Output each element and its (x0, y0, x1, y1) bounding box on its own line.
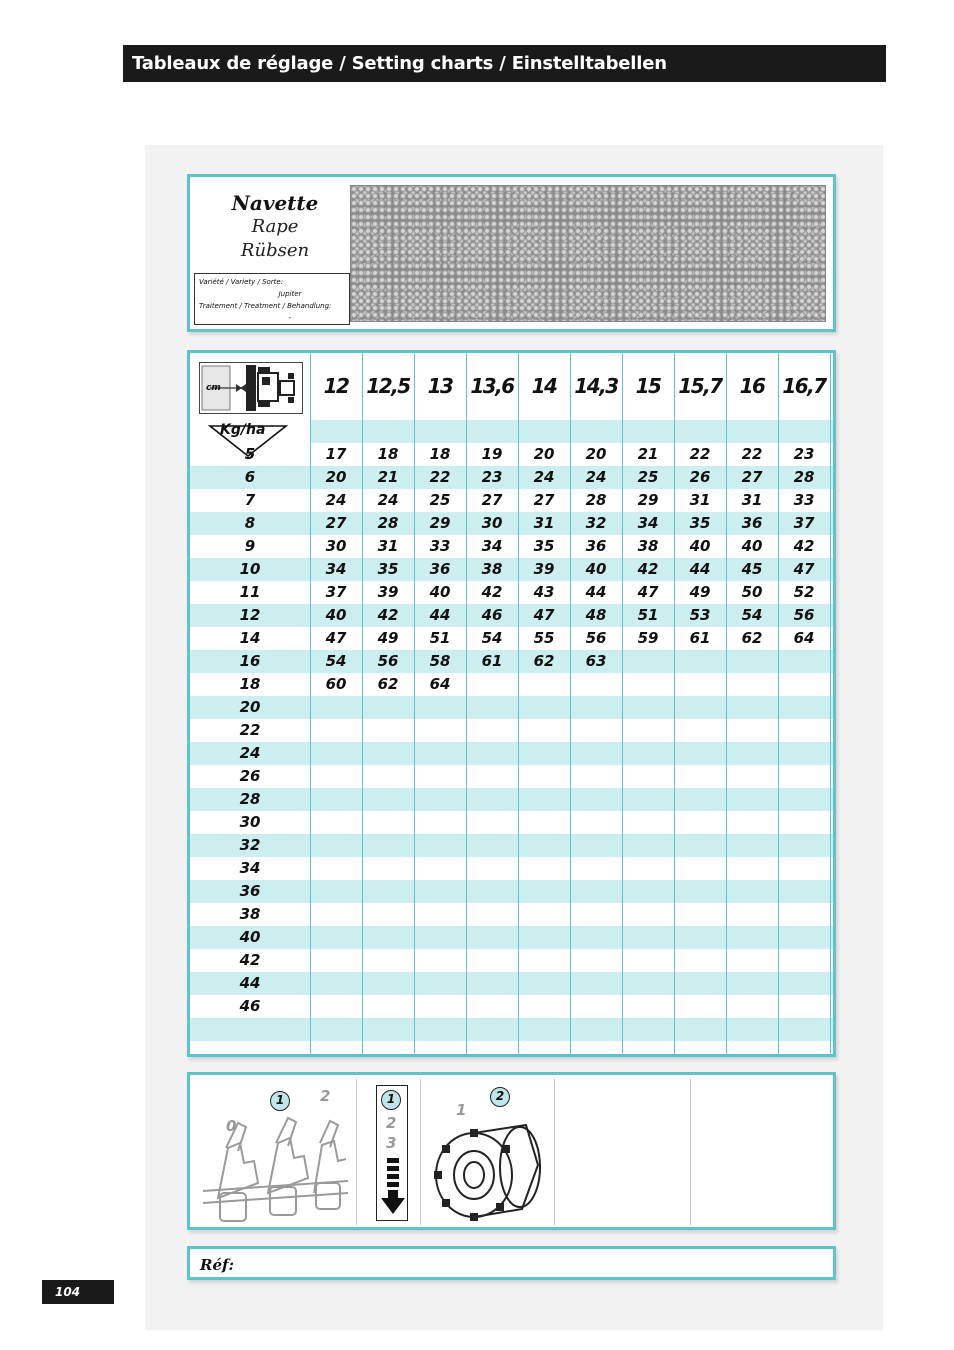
table-cell: 46 (481, 606, 503, 624)
row-setting-label: 24 (239, 744, 261, 762)
table-cell: 61 (481, 652, 503, 670)
row-setting-label: 5 (244, 445, 256, 463)
table-cell: 22 (689, 445, 711, 463)
down-arrow-icon (381, 1156, 405, 1218)
table-cell: 59 (637, 629, 659, 647)
table-cell: 35 (533, 537, 555, 555)
row-setting-label: 32 (239, 836, 261, 854)
table-cell: 26 (689, 468, 711, 486)
crop-names (200, 191, 350, 263)
table-cell: 45 (741, 560, 763, 578)
table-cell: 19 (481, 445, 503, 463)
table-cell: 51 (637, 606, 659, 624)
speed-header: 16 (739, 374, 765, 398)
variety-value: Jupiter (278, 290, 302, 298)
row-setting-label: 18 (239, 675, 261, 693)
table-cell: 56 (585, 629, 607, 647)
speed-header: 16,7 (782, 374, 826, 398)
table-cell: 29 (637, 491, 659, 509)
table-cell: 38 (637, 537, 659, 555)
table-cell: 24 (325, 491, 347, 509)
speed-header: 15 (635, 374, 661, 398)
unit-row-band (310, 420, 833, 443)
flap-position-1-selected: 1 (270, 1091, 290, 1111)
table-cell: 62 (533, 652, 555, 670)
crop-name-fr: Navette (231, 191, 319, 215)
row-setting-label: 9 (244, 537, 256, 555)
table-cell: 31 (377, 537, 399, 555)
speed-header: 14 (531, 374, 557, 398)
row-setting-label: 16 (239, 652, 261, 670)
table-cell: 35 (377, 560, 399, 578)
page-number: 104 (42, 1280, 114, 1304)
table-cell: 58 (429, 652, 451, 670)
speed-header: 12 (323, 374, 349, 398)
table-cell: 27 (741, 468, 763, 486)
row-setting-label: 7 (244, 491, 256, 509)
unit-cm-label: cm (206, 383, 221, 393)
table-cell: 47 (533, 606, 555, 624)
divider (420, 1079, 421, 1225)
reference-panel (187, 1246, 836, 1280)
row-setting-label: 6 (244, 468, 256, 486)
table-cell: 36 (741, 514, 763, 532)
table-cell: 52 (793, 583, 815, 601)
table-cell: 31 (689, 491, 711, 509)
variety-box (194, 273, 350, 325)
speed-header: 13 (427, 374, 453, 398)
gear-position-1-selected: 1 (381, 1090, 401, 1110)
speed-header: 12,5 (366, 374, 410, 398)
table-cell: 33 (793, 491, 815, 509)
page-header (123, 45, 886, 82)
row-setting-label: 42 (239, 951, 261, 969)
table-cell: 18 (377, 445, 399, 463)
table-cell: 20 (585, 445, 607, 463)
table-cell: 36 (429, 560, 451, 578)
table-cell: 47 (793, 560, 815, 578)
table-cell: 34 (637, 514, 659, 532)
table-cell: 22 (429, 468, 451, 486)
table-cell: 29 (429, 514, 451, 532)
table-cell: 27 (533, 491, 555, 509)
row-setting-label: 44 (239, 974, 261, 992)
column-divider (830, 353, 831, 1054)
crop-panel (187, 174, 836, 332)
divider (356, 1079, 357, 1225)
table-cell: 36 (585, 537, 607, 555)
row-setting-label: 30 (239, 813, 261, 831)
table-cell: 25 (637, 468, 659, 486)
row-setting-label: 14 (239, 629, 261, 647)
table-cell: 31 (741, 491, 763, 509)
table-cell: 17 (325, 445, 347, 463)
table-cell: 39 (533, 560, 555, 578)
table-cell: 37 (325, 583, 347, 601)
treatment-value: - (288, 314, 292, 322)
distribution-wheel-illustration (430, 1105, 548, 1223)
table-cell: 33 (429, 537, 451, 555)
seed-photo (350, 185, 826, 322)
table-cell: 24 (377, 491, 399, 509)
flap-illustration (198, 1103, 348, 1227)
speed-header: 15,7 (678, 374, 722, 398)
table-cell: 20 (533, 445, 555, 463)
table-cell: 64 (793, 629, 815, 647)
table-cell: 27 (481, 491, 503, 509)
table-cell: 47 (637, 583, 659, 601)
flap-position-2: 2 (320, 1087, 331, 1105)
row-setting-label: 28 (239, 790, 261, 808)
row-setting-label: 46 (239, 997, 261, 1015)
table-cell: 61 (689, 629, 711, 647)
table-cell: 62 (741, 629, 763, 647)
table-cell: 44 (689, 560, 711, 578)
table-cell: 44 (585, 583, 607, 601)
table-cell: 23 (481, 468, 503, 486)
table-cell: 28 (377, 514, 399, 532)
table-cell: 24 (585, 468, 607, 486)
table-cell: 63 (585, 652, 607, 670)
table-cell: 48 (585, 606, 607, 624)
table-cell: 54 (481, 629, 503, 647)
table-cell: 18 (429, 445, 451, 463)
table-cell: 49 (689, 583, 711, 601)
table-cell: 50 (741, 583, 763, 601)
row-setting-label: 26 (239, 767, 261, 785)
row-setting-label: 10 (239, 560, 261, 578)
row-setting-label: 20 (239, 698, 261, 716)
row-setting-label: 11 (239, 583, 261, 601)
table-cell: 21 (637, 445, 659, 463)
wheel-position-1: 1 (456, 1101, 467, 1119)
gear-position-2: 2 (386, 1114, 397, 1132)
table-cell: 42 (481, 583, 503, 601)
table-cell: 40 (429, 583, 451, 601)
table-cell: 25 (429, 491, 451, 509)
table-cell: 44 (429, 606, 451, 624)
table-cell: 40 (325, 606, 347, 624)
table-cell: 22 (741, 445, 763, 463)
row-setting-label: 40 (239, 928, 261, 946)
table-cell: 56 (377, 652, 399, 670)
table-cell: 28 (585, 491, 607, 509)
table-cell: 20 (325, 468, 347, 486)
table-cell: 34 (325, 560, 347, 578)
variety-label: Variété / Variety / Sorte: (199, 278, 284, 286)
table-cell: 42 (637, 560, 659, 578)
speed-header: 14,3 (574, 374, 618, 398)
table-row-band (190, 1018, 833, 1041)
table-cell: 21 (377, 468, 399, 486)
table-cell: 51 (429, 629, 451, 647)
table-cell: 32 (585, 514, 607, 532)
table-cell: 40 (741, 537, 763, 555)
crop-name-de: Rübsen (240, 240, 310, 261)
treatment-label: Traitement / Treatment / Behandlung: (199, 302, 332, 310)
table-cell: 28 (793, 468, 815, 486)
table-cell: 39 (377, 583, 399, 601)
table-cell: 30 (325, 537, 347, 555)
table-cell: 60 (325, 675, 347, 693)
crop-name-en: Rape (251, 216, 299, 237)
table-cell: 49 (377, 629, 399, 647)
divider (554, 1079, 555, 1225)
row-setting-label: 8 (244, 514, 256, 532)
row-setting-label: 38 (239, 905, 261, 923)
table-cell: 40 (585, 560, 607, 578)
table-cell: 42 (377, 606, 399, 624)
table-cell: 42 (793, 537, 815, 555)
table-cell: 54 (741, 606, 763, 624)
table-cell: 37 (793, 514, 815, 532)
table-cell: 55 (533, 629, 555, 647)
table-cell: 38 (481, 560, 503, 578)
speed-header: 13,6 (470, 374, 514, 398)
reference-label: Réf: (200, 1256, 234, 1274)
gear-position-3: 3 (386, 1134, 397, 1152)
row-setting-label: 22 (239, 721, 261, 739)
table-cell: 47 (325, 629, 347, 647)
page-title: Tableaux de réglage / Setting charts / Einstelltabellen (132, 53, 667, 74)
settings-table (187, 350, 836, 1057)
row-setting-label: 34 (239, 859, 261, 877)
table-cell: 31 (533, 514, 555, 532)
table-cell: 54 (325, 652, 347, 670)
tool-settings-panel (187, 1072, 836, 1230)
unit-kg-label: Kg/ha (220, 422, 266, 438)
row-setting-label: 12 (239, 606, 261, 624)
table-cell: 30 (481, 514, 503, 532)
table-cell: 34 (481, 537, 503, 555)
row-setting-label: 36 (239, 882, 261, 900)
divider (690, 1079, 691, 1225)
table-cell: 64 (429, 675, 451, 693)
table-cell: 56 (793, 606, 815, 624)
tractor-spacing-icon (199, 362, 303, 414)
table-cell: 40 (689, 537, 711, 555)
table-cell: 62 (377, 675, 399, 693)
table-cell: 43 (533, 583, 555, 601)
wheel-position-2-selected: 2 (490, 1087, 510, 1107)
table-cell: 27 (325, 514, 347, 532)
table-cell: 24 (533, 468, 555, 486)
table-cell: 53 (689, 606, 711, 624)
gearbox-selector (376, 1085, 408, 1221)
table-cell: 35 (689, 514, 711, 532)
table-cell: 23 (793, 445, 815, 463)
flap-position-0: 0 (226, 1117, 237, 1135)
